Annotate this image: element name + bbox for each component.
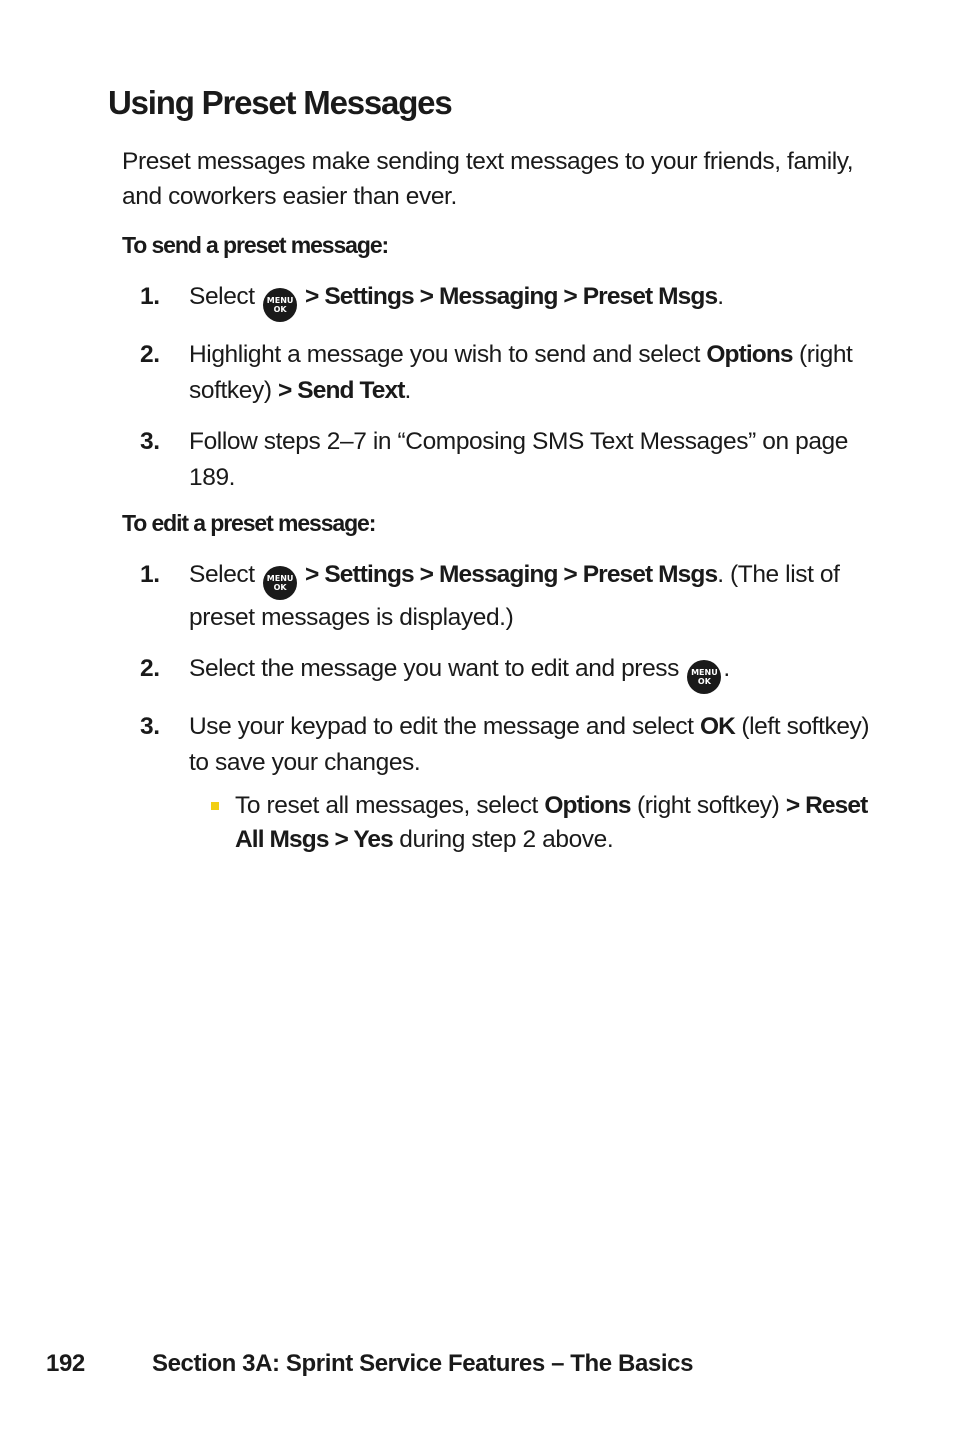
- edit-subhead: To edit a preset message:: [122, 510, 376, 536]
- edit-step-3: 3. Use your keypad to edit the message and select OK (left softkey) to save your changes. To reset all messages, select Options (right softkey) > Reset All Msgs > Yes during step 2 above.: [140, 709, 880, 857]
- options-softkey-label: Options: [706, 341, 793, 368]
- step-number: 3.: [140, 713, 160, 740]
- step-number: 2.: [140, 341, 160, 368]
- step-number: 2.: [140, 655, 160, 682]
- edit-step-1: 1. Select MENU OK > Settings > Messaging > Preset Msgs. (The list of preset messages is displayed.): [140, 557, 880, 636]
- step-text: Highlight a message you wish to send and select: [189, 341, 707, 368]
- send-step-2: 2. Highlight a message you wish to send and select Options (right softkey) > Send Text.: [140, 337, 880, 409]
- page-title: Using Preset Messages: [108, 84, 452, 121]
- send-steps-list: [140, 279, 880, 511]
- options-softkey-label: Options: [544, 792, 631, 819]
- menu-path: > Settings > Messaging > Preset Msgs: [299, 561, 718, 588]
- menu-ok-key-icon: MENU OK: [263, 566, 297, 600]
- reset-tip-bullet: To reset all messages, select Options (right softkey) > Reset All Msgs > Yes during step 2 above.: [189, 789, 880, 857]
- step-text: Follow steps 2–7 in “Composing SMS Text Messages” on page 189.: [189, 428, 849, 491]
- page-number: 192: [46, 1350, 85, 1377]
- step-text: Select: [189, 561, 262, 588]
- step-text: Use your keypad to edit the message and select: [189, 713, 700, 740]
- step-number: 1.: [140, 561, 160, 588]
- menu-ok-key-icon: MENU OK: [687, 660, 721, 694]
- bullet-square-icon: [211, 802, 219, 810]
- menu-ok-key-icon: MENU OK: [263, 288, 297, 322]
- send-text-path: > Send Text: [277, 377, 405, 404]
- section-title: Section 3A: Sprint Service Features – The Basics: [152, 1350, 694, 1377]
- page-footer: [46, 1350, 694, 1378]
- send-step-3: [140, 424, 880, 496]
- intro-paragraph: Preset messages make sending text messages to your friends, family, and coworkers easier than ever.: [122, 148, 854, 210]
- step-number: 1.: [140, 283, 160, 310]
- step-text: Select: [189, 283, 262, 310]
- edit-step-2: 2. Select the message you want to edit and press MENU OK .: [140, 651, 880, 694]
- ok-softkey-label: OK: [699, 713, 735, 740]
- send-subhead: To send a preset message:: [122, 232, 389, 258]
- step-number: 3.: [140, 428, 160, 455]
- reset-path: > Reset All Msgs > Yes: [235, 792, 868, 853]
- send-step-1: 1. Select MENU OK > Settings > Messaging > Preset Msgs.: [140, 279, 880, 322]
- menu-path: > Settings > Messaging > Preset Msgs: [299, 283, 718, 310]
- step-text: Select the message you want to edit and press: [189, 655, 686, 682]
- edit-steps-list: [140, 557, 880, 872]
